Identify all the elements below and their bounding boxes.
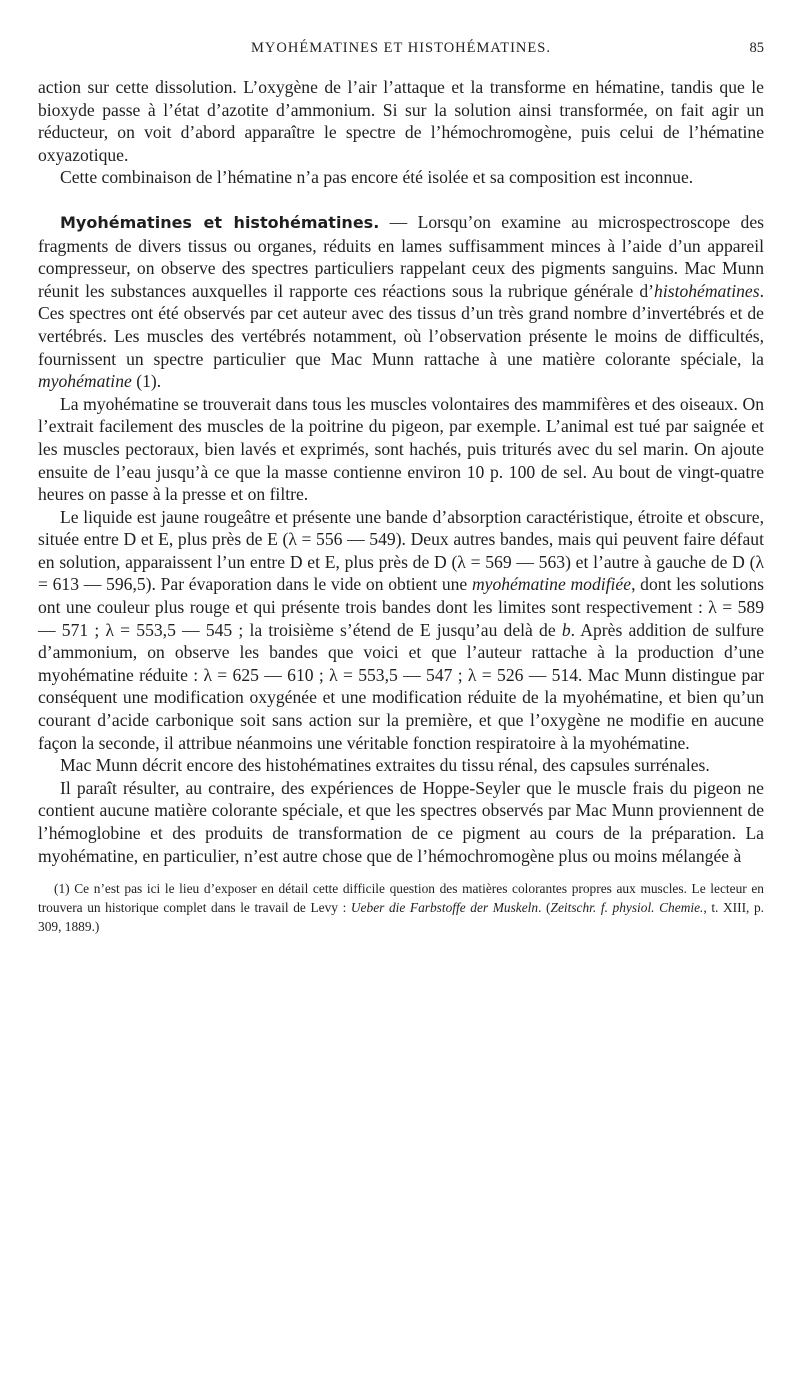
footnote-marker: (1) (54, 881, 70, 897)
italic-term: b (561, 619, 571, 640)
italic-journal: Zeitschr. f. physiol. Chemie. (550, 900, 704, 916)
paragraph-text: — Lorsqu’on examine au microspectroscope des fragments de divers tissus ou organes, réduits en lames suffisamment minces à l’aide d’un appareil compresseur, on observe des spectres particuliers rappelant ceux des pigments sanguins. Mac Munn réunit les substances auxquelles il rapporte ces réactions sous la rubrique générale d’ (38, 211, 764, 301)
footnotes (38, 879, 764, 936)
running-header (38, 40, 764, 64)
italic-term: myohématine modifiée (471, 574, 632, 595)
footnote-reference: (1). (131, 371, 162, 392)
paragraph-text: . Ces spectres ont été observés par cet auteur avec des tissus d’un très grand nombre d’invertébrés et de vertébrés. Les muscles des vertébrés notamment, où l’observation présente le moins de difficultés, fournissent un spectre particulier que Mac Munn rattache à une matière colorante spéciale, la (38, 280, 764, 369)
paragraph: Cette combinaison de l’hématine n’a pas encore été isolée et sa composition est inconnue. (60, 167, 694, 188)
paragraph (38, 506, 764, 755)
paragraph-text: , dont les solutions ont une couleur plus rouge et qui présente trois bandes dont les limites sont respectivement : λ = 589 — 571 ; λ = 553,5 — 545 ; la troisième s’étend de E jusqu’au delà de (38, 574, 764, 640)
running-title: MYOHÉMATINES ET HISTOHÉMATINES. (251, 40, 551, 56)
paragraph-text: Le liquide est jaune rougeâtre et présente une bande d’absorption caractéristique, étroite et obscure, située entre D et E, plus près de E (λ = 556 — 549). Deux autres bandes, mais qui peuvent faire défaut en solution, apparaissent l’un entre D et E, plus près de D (λ = 569 — 563) et l’autre à gauche de D (λ = 613 — 596,5). Par évaporation dans le vide on obtient une (38, 506, 764, 595)
italic-term: myohématine (38, 371, 132, 392)
paragraph-continuation: action sur cette dissolution. L’oxygène de l’air l’attaque et la transforme en hématine, tandis que le bioxyde passe à l’état d’azotite d’ammonium. Si sur la solution ainsi transformée, on fait agir un réducteur, on voit d’abord apparaître le spectre de l’hémochromogène, puis celui de l’hématine oxyazotique. (38, 77, 764, 165)
footnote-text: . ( (538, 900, 551, 916)
paragraph-text: . Après addition de sulfure d’ammonium, on observe les bandes que voici et que l’auteur rattache à la production d’une myohématine réduite : λ = 625 — 610 ; λ = 553,5 — 547 ; λ = 526 — 514. Mac Munn distingue par conséquent une modification oxygénée et une modification réduite de la myohématine, et bien qu’un courant d’acide carbonique soit sans action sur la première, et que l’oxygène ne modifie en aucune façon la seconde, il attribue néanmoins une véritable fonction respiratoire à la myohématine. (38, 619, 764, 753)
footnote (38, 879, 764, 936)
section-heading: Myohématines et histohématines. (60, 212, 380, 232)
paragraph: Mac Munn décrit encore des histohématines extraites du tissu rénal, des capsules surrénales. (60, 755, 710, 776)
paragraph: La myohématine se trouverait dans tous les muscles volontaires des mammifères et des oiseaux. On l’extrait facilement des muscles de la poitrine du pigeon, par exemple. L’animal est tué par saignée et les muscles pectoraux, bien lavés et exprimés, sont hachés, puis triturés avec du sel marin. On ajoute ensuite de l’eau jusqu’à ce que la masse contienne environ 10 p. 100 de sel. Au bout de vingt-quatre heures on passe à la presse et on filtre. (38, 393, 764, 505)
footnote-text: , t. XIII, p. 309, 1889.) (38, 900, 765, 935)
italic-term: histohématines (654, 280, 760, 301)
section-paragraph (38, 211, 764, 393)
body-text (38, 76, 764, 867)
paragraph: Il paraît résulter, au contraire, des expériences de Hoppe-Seyler que le muscle frais du pigeon ne contient aucune matière colorante spéciale, et que les spectres observés par Mac Munn proviennent de l’hémoglobine et des produits de transformation de ce pigment au cours de la préparation. La myohématine, en particulier, n’est autre chose que de l’hémochromogène plus ou moins mélangée à (38, 777, 764, 866)
footnote-text: Ce n’est pas ici le lieu d’exposer en détail cette difficile question des matières colorantes propres aux muscles. Le lecteur en trouvera un historique complet dans le travail de Levy : (38, 881, 764, 916)
italic-title: Ueber die Farbstoffe der Muskeln (350, 900, 539, 916)
page-number: 85 (749, 40, 764, 56)
